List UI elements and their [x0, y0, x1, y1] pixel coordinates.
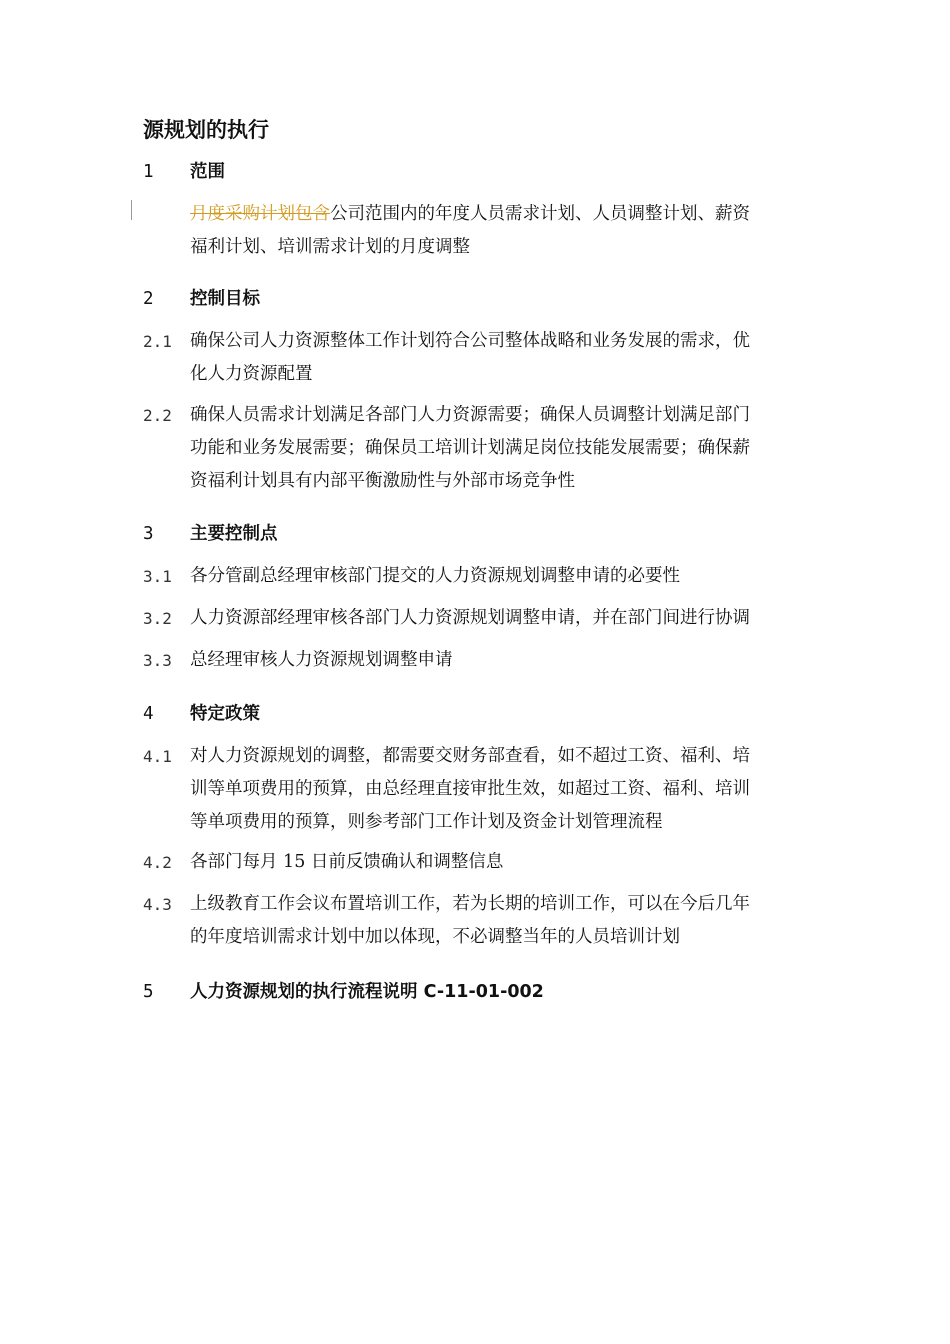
section-heading-scope	[143, 160, 225, 184]
item-number: 2.1	[143, 332, 172, 351]
section-number: 3	[143, 524, 154, 544]
list-item-2-1	[143, 325, 808, 391]
text-line: 人力资源部经理审核各部门人力资源规划调整申请，并在部门间进行协调	[190, 608, 750, 628]
text-line: 对人力资源规划的调整，都需要交财务部查看，如不超过工资、福利、培	[190, 746, 750, 766]
list-item-1	[143, 198, 808, 264]
item-number: 4.1	[143, 747, 172, 766]
text-line: 上级教育工作会议布置培训工作，若为长期的培训工作，可以在今后几年	[190, 894, 750, 914]
text-line: 确保公司人力资源整体工作计划符合公司整体战略和业务发展的需求，优	[190, 331, 750, 351]
item-number: 4.3	[143, 895, 172, 914]
list-item-4-3	[143, 888, 808, 954]
text-line: 资福利计划具有内部平衡激励性与外部市场竞争性	[190, 471, 575, 491]
section-title: 特定政策	[190, 704, 260, 724]
list-item-4-1	[143, 740, 808, 839]
item-number: 3.1	[143, 567, 172, 586]
section-title: 人力资源规划的执行流程说明 C-11-01-002	[190, 982, 544, 1002]
section-heading-process-description	[143, 980, 544, 1004]
section-title: 范围	[190, 162, 225, 182]
text-line: 福利计划、培训需求计划的月度调整	[190, 237, 470, 257]
text-line: 等单项费用的预算，则参考部门工作计划及资金计划管理流程	[190, 812, 663, 832]
section-number: 5	[143, 982, 154, 1002]
tracked-deletion: 月度采购计划包含	[190, 204, 330, 224]
list-item-3-3	[143, 644, 808, 677]
text-line: 训等单项费用的预算，由总经理直接审批生效，如超过工资、福利、培训	[190, 779, 750, 799]
section-number: 4	[143, 704, 154, 724]
revision-change-bar	[131, 200, 132, 220]
section-title: 控制目标	[190, 289, 260, 309]
text-line: 化人力资源配置	[190, 364, 313, 384]
item-number: 4.2	[143, 853, 172, 872]
section-title: 主要控制点	[190, 524, 278, 544]
item-number: 2.2	[143, 406, 172, 425]
text-line: 各分管副总经理审核部门提交的人力资源规划调整申请的必要性	[190, 566, 680, 586]
text-line: 功能和业务发展需要；确保员工培训计划满足岗位技能发展需要；确保薪	[190, 438, 750, 458]
section-heading-control-goals	[143, 287, 260, 311]
list-item-3-1	[143, 560, 808, 593]
item-number: 3.2	[143, 609, 172, 628]
text-line: 总经理审核人力资源规划调整申请	[190, 650, 453, 670]
page-title: 源规划的执行	[143, 118, 269, 142]
section-heading-key-control-points	[143, 522, 278, 546]
section-heading-specific-policies	[143, 702, 260, 726]
list-item-3-2	[143, 602, 808, 635]
text-line: 月度采购计划包含公司范围内的年度人员需求计划、人员调整计划、薪资	[190, 204, 750, 224]
text-line: 确保人员需求计划满足各部门人力资源需要；确保人员调整计划满足部门	[190, 405, 750, 425]
section-number: 1	[143, 162, 154, 182]
section-number: 2	[143, 289, 154, 309]
text-line: 各部门每月 15 日前反馈确认和调整信息	[190, 852, 504, 872]
list-item-2-2	[143, 399, 808, 498]
list-item-4-2	[143, 846, 808, 879]
text-line: 的年度培训需求计划中加以体现，不必调整当年的人员培训计划	[190, 927, 680, 947]
item-number: 3.3	[143, 651, 172, 670]
